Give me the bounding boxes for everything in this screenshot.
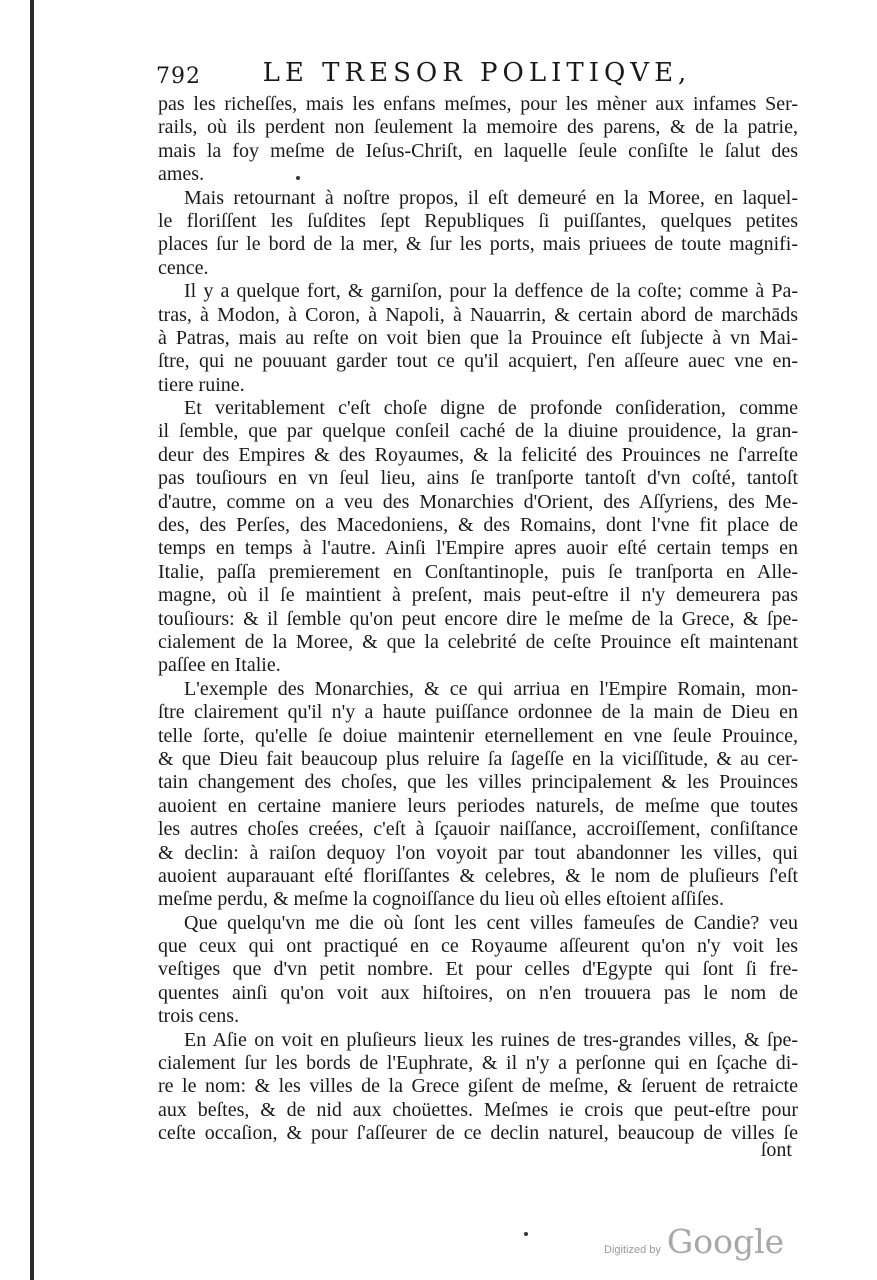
text-line: aux beſtes, & de nid aux choüettes. Meſmes ie crois que peut-eſtre pour bbox=[158, 1098, 798, 1121]
text-line: magne, où il ſe maintient à preſent, mais peut-eſtre il n'y demeurera pas bbox=[158, 584, 798, 607]
text-line: trois cens. bbox=[158, 1005, 240, 1028]
text-line: paſſee en Italie. bbox=[158, 654, 281, 677]
text-line: Et veritablement c'eſt choſe digne de profonde conſideration, comme bbox=[184, 397, 798, 420]
text-line: telle ſorte, qu'elle ſe doiue maintenir eternellement en vne ſeule Prouince, bbox=[158, 724, 798, 747]
text-line: veſtiges que d'vn petit nombre. Et pour celles d'Egypte qui ſont ſi fre- bbox=[158, 958, 798, 981]
text-line: meſme perdu, & meſme la cognoiſſance du lieu où elles eſtoient aſſiſes. bbox=[158, 888, 724, 911]
text-line: ſtre clairement qu'il n'y a haute puiſſance ordonnee de la main de Dieu en bbox=[158, 701, 798, 724]
text-line: les autres choſes creées, c'eſt à ſçauoir naiſſance, accroiſſement, conſiſtance bbox=[158, 818, 798, 841]
catchword: ſont bbox=[760, 1139, 792, 1161]
text-line: & que Dieu fait beaucoup plus reluire ſa ſageſſe en la viciſſitude, & au cer- bbox=[158, 747, 798, 770]
text-line: pas les richeſſes, mais les enfans meſmes, pour les mèner aux infames Ser- bbox=[158, 93, 798, 115]
text-line: touſiours: & il ſemble qu'on peut encore dire le meſme de la Grece, & ſpe- bbox=[158, 607, 798, 630]
body-text bbox=[158, 93, 798, 1146]
text-line: tras, à Modon, à Coron, à Napoli, à Nauarrin, & certain abord de marchāds bbox=[158, 303, 798, 326]
page-header bbox=[156, 58, 798, 96]
text-line: quentes ainſi qu'on voit aux hiſtoires, on n'en trouuera pas le nom de bbox=[158, 981, 798, 1004]
running-title: LE TRESOR POLITIQVE, bbox=[262, 58, 692, 88]
google-logo: Google bbox=[666, 1222, 785, 1261]
text-line: à Patras, mais au reſte on voit bien que la Prouince eſt ſubjecte à vn Mai- bbox=[158, 326, 798, 349]
text-line: cialement de la Moree, & que la celebrité de ceſte Prouince eſt maintenant bbox=[158, 630, 798, 653]
text-line: des, des Perſes, des Macedoniens, & des Romains, dont l'vne fit place de bbox=[158, 514, 798, 537]
text-line: mais la foy meſme de Ieſus-Chriſt, en laquelle ſeule conſiſte le ſalut des bbox=[158, 139, 798, 162]
text-line: il ſemble, que par quelque conſeil caché de la diuine prouidence, la gran- bbox=[158, 420, 798, 443]
text-line: Mais retournant à noſtre propos, il eſt demeuré en la Moree, en laquel- bbox=[184, 186, 798, 209]
text-line: tiere ruine. bbox=[158, 373, 245, 396]
text-line: deur des Empires & des Royaumes, & la felicité des Prouinces ne ſ'arreſte bbox=[158, 443, 798, 466]
text-line: temps en temps à l'autre. Ainſi l'Empire apres auoir eſté certain temps en bbox=[158, 537, 798, 560]
text-line: tain changement des choſes, que les villes principalement & les Prouinces bbox=[158, 771, 798, 794]
text-line: re le nom: & les villes de la Grece giſent de meſme, & ſeruent de retraicte bbox=[158, 1075, 798, 1098]
text-line: pas touſiours en vn ſeul lieu, ains ſe tranſporte tantoſt d'vn coſté, tantoſt bbox=[158, 467, 798, 490]
page-number: 792 bbox=[156, 64, 201, 89]
digitized-by-label: Digitized by bbox=[604, 1244, 661, 1256]
text-line: auoient auparauant eſté floriſſantes & celebres, & le nom de pluſieurs ſ'eſt bbox=[158, 864, 798, 887]
text-line: auoient en certaine maniere leurs periodes naturels, de meſme que toutes bbox=[158, 794, 798, 817]
ink-speck bbox=[524, 1232, 528, 1236]
text-line: rails, où ils perdent non ſeulement la memoire des parens, & de la patrie, bbox=[158, 116, 798, 139]
text-line: L'exemple des Monarchies, & ce qui arriua en l'Empire Romain, mon- bbox=[184, 677, 798, 700]
text-line: cence. bbox=[158, 256, 209, 279]
text-line: ames. bbox=[158, 163, 205, 186]
text-line: Il y a quelque fort, & garniſon, pour la deffence de la coſte; comme à Pa- bbox=[184, 280, 798, 303]
text-line: cialement ſur les bords de l'Euphrate, & il n'y a perſonne qui en ſçache di- bbox=[158, 1052, 798, 1075]
text-line: Italie, paſſa premierement en Conſtantinople, puis ſe tranſporta en Alle- bbox=[158, 560, 798, 583]
text-line: Que quelqu'vn me die où ſont les cent villes fameuſes de Candie? veu bbox=[184, 911, 798, 934]
text-line: ſtre, qui ne pouuant garder tout ce qu'il acquiert, ſ'en aſſeure auec vne en- bbox=[158, 350, 798, 373]
text-line: que ceux qui ont practiqué en ce Royaume aſſeurent qu'on n'y voit les bbox=[158, 935, 798, 958]
text-line: places ſur le bord de la mer, & ſur les ports, mais priuees de toute magnifi- bbox=[158, 233, 798, 256]
ink-speck bbox=[296, 176, 300, 180]
text-line: & declin: à raiſon dequoy l'on voyoit par tout abandonner les villes, qui bbox=[158, 841, 798, 864]
text-line: d'autre, comme on a veu des Monarchies d'Orient, des Aſſyriens, des Me- bbox=[158, 490, 798, 513]
text-line: ceſte occaſion, & pour ſ'aſſeurer de ce declin naturel, beaucoup de villes ſe bbox=[158, 1122, 798, 1145]
google-watermark bbox=[604, 1222, 784, 1261]
text-line: En Aſie on voit en pluſieurs lieux les ruines de tres-grandes villes, & ſpe- bbox=[184, 1028, 798, 1051]
text-line: le floriſſent les ſuſdites ſept Republiques ſi puiſſantes, quelques petites bbox=[158, 209, 798, 232]
page-edge-rule bbox=[30, 0, 34, 1280]
